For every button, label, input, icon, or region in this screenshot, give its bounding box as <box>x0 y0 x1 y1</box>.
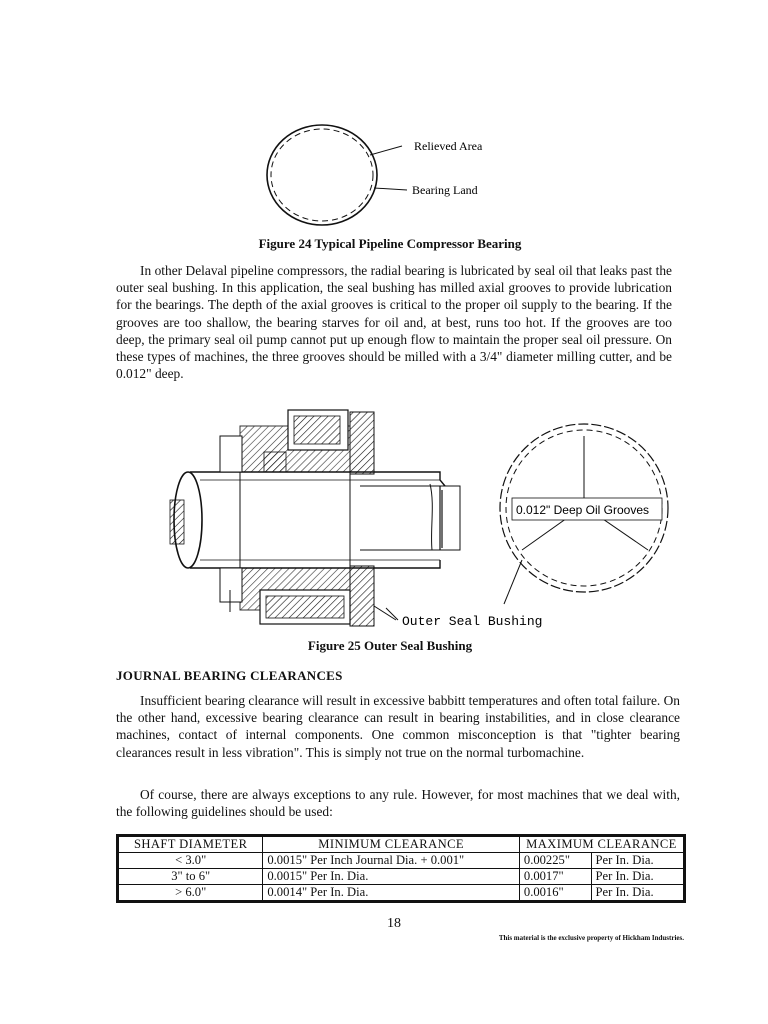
cell-max-unit: Per In. Dia. <box>591 885 683 901</box>
table-row <box>119 869 684 885</box>
cell-max-value: 0.00225" <box>519 853 591 869</box>
bearing-drawing <box>262 120 522 230</box>
label-outer-seal-bushing: Outer Seal Bushing <box>402 614 543 629</box>
paragraph-3-text: Of course, there are always exceptions to any rule. However, for most machines that we deal with, the following guidelines should be used: <box>116 787 680 820</box>
bearing-outer-circle <box>267 125 377 225</box>
figure-25-caption: Figure 25 Outer Seal Bushing <box>307 638 473 653</box>
cell-shaft: 3" to 6" <box>119 869 263 885</box>
relieved-leader-line <box>370 146 402 155</box>
figure-24-caption: Figure 24 Typical Pipeline Compressor Bearing <box>258 236 522 251</box>
seal-drawing <box>160 400 680 632</box>
bearing-relieved-arc <box>271 129 373 221</box>
header-shaft-diameter: SHAFT DIAMETER <box>119 837 263 853</box>
cell-max-value: 0.0017" <box>519 869 591 885</box>
header-maximum-clearance: MAXIMUM CLEARANCE <box>519 837 683 853</box>
footer-notice: This material is the exclusive property of Hickham Industries. <box>498 934 684 942</box>
paragraph-2-text: Insufficient bearing clearance will result in excessive babbitt temperatures and often total failure. On the other hand, excessive bearing clearance can result in bearing instabilities, and in close clearance machines, contact of internal components. One common misconception is that "tighter bearing clearances result in less vibration". This is simply not true on the normal turbomachine. <box>116 693 680 760</box>
figure-24-bearing-diagram <box>262 120 522 230</box>
cell-max-value: 0.0016" <box>519 885 591 901</box>
cell-min: 0.0015" Per Inch Journal Dia. + 0.001" <box>263 853 520 869</box>
label-bearing-land: Bearing Land <box>412 183 478 197</box>
label-oil-grooves: 0.012" Deep Oil Grooves <box>516 503 649 517</box>
page-number: 18 <box>387 916 401 931</box>
paragraph-guidelines <box>116 786 680 820</box>
header-minimum-clearance: MINIMUM CLEARANCE <box>263 837 520 853</box>
cell-max-unit: Per In. Dia. <box>591 869 683 885</box>
cell-min: 0.0015" Per In. Dia. <box>263 869 520 885</box>
cell-max-unit: Per In. Dia. <box>591 853 683 869</box>
cell-shaft: > 6.0" <box>119 885 263 901</box>
section-heading: JOURNAL BEARING CLEARANCES <box>116 668 343 683</box>
cell-shaft: < 3.0" <box>119 853 263 869</box>
figure-25-seal-diagram <box>160 400 680 632</box>
clearance-table <box>116 834 686 903</box>
bearing-land-leader-line <box>374 188 407 190</box>
label-relieved-area: Relieved Area <box>414 139 483 153</box>
paragraph-1-text: In other Delaval pipeline compressors, the radial bearing is lubricated by seal oil that leaks past the outer seal bushing. In this application, the seal bushing has milled axial grooves to provide lubrication for the bearings. The depth of the axial grooves is critical to the proper oil supply to the bearing. If the grooves are too shallow, the bearing starves for oil and, at best, runs too hot. If the grooves are too deep, the primary seal oil pump cannot put up enough flow to maintain the proper seal oil pressure. On these types of machines, the three grooves should be milled with a 3/4" diameter milling cutter, and be 0.012" deep. <box>116 263 672 382</box>
cell-min: 0.0014" Per In. Dia. <box>263 885 520 901</box>
paragraph-delaval <box>116 262 672 382</box>
table-row <box>119 885 684 901</box>
table-header-row <box>119 837 684 853</box>
table-row <box>119 853 684 869</box>
paragraph-clearance <box>116 692 680 761</box>
